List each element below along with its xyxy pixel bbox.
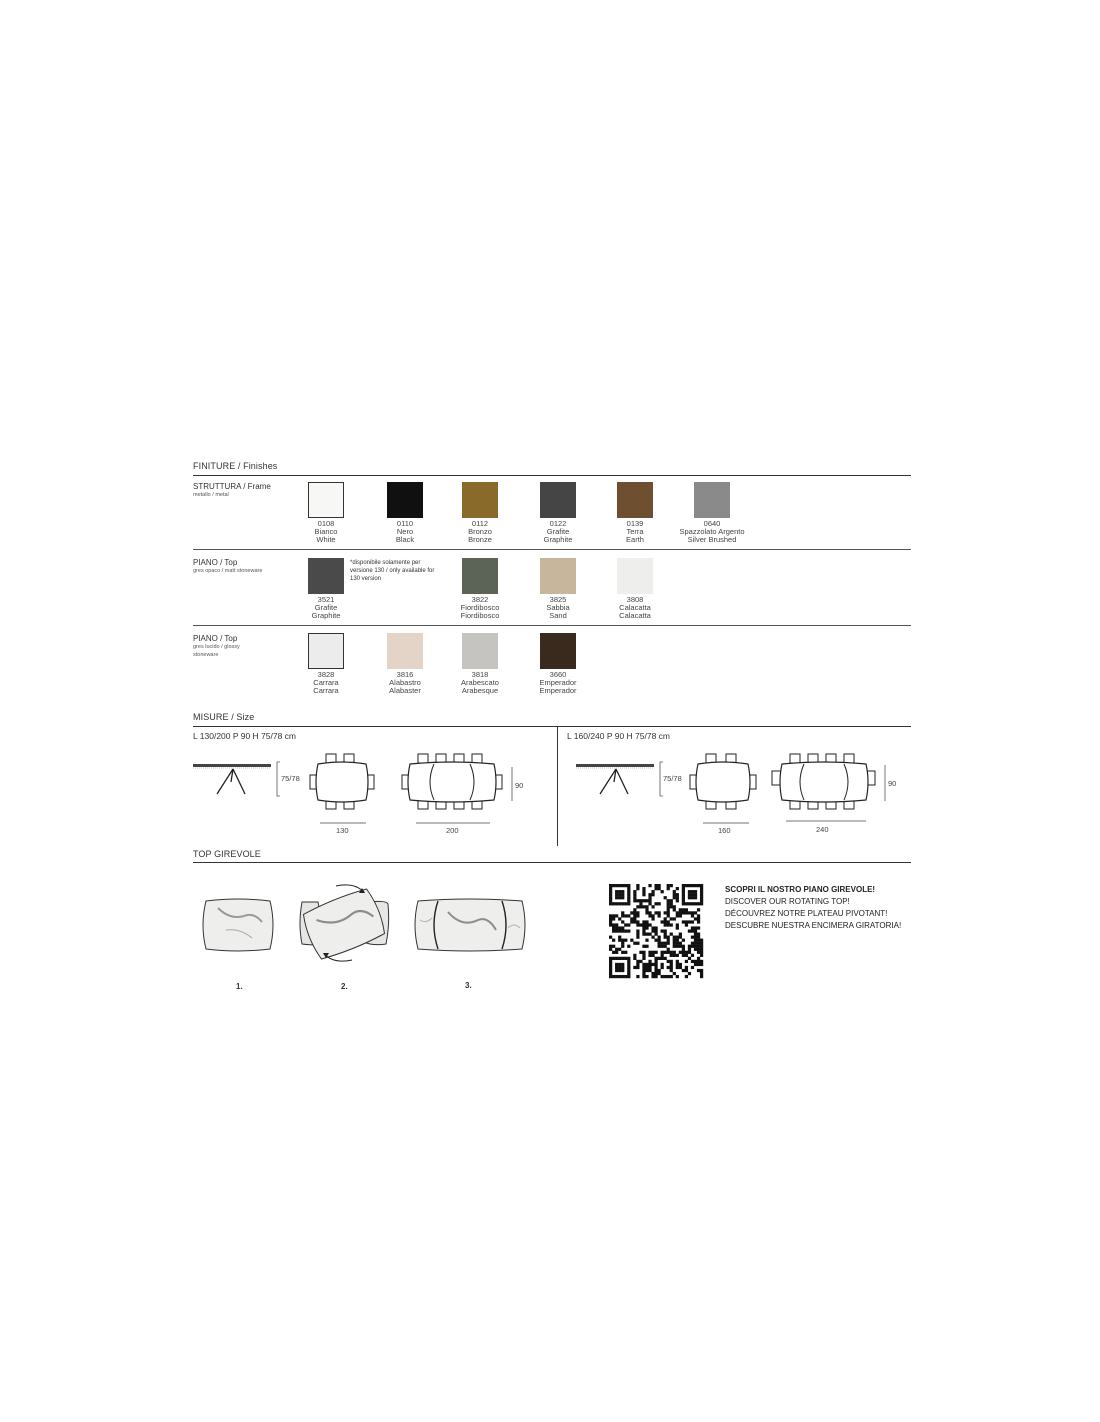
swatch-caption-0108 (281, 520, 371, 544)
swatch-en: Earth (626, 535, 644, 544)
swatch-it: Nero (396, 527, 414, 536)
size-left-label: L 130/200 P 90 H 75/78 cm (193, 731, 297, 741)
swatch-en: Carrara (313, 686, 339, 695)
sizes-heading: MISURE / Size (193, 712, 255, 722)
swatch-0139 (617, 482, 653, 518)
swatch-en: Calacatta (619, 611, 651, 620)
swatch-it: Alabastro (389, 678, 421, 687)
size-right-label: L 160/240 P 90 H 75/78 cm (567, 731, 671, 741)
swatch-0110 (387, 482, 423, 518)
swatch-code: 3521 (317, 595, 335, 604)
frame-group-title: STRUTTURA / Frame (193, 482, 271, 491)
rotating-step-1-label: 1. (236, 982, 243, 991)
sizes-vertical-divider (557, 727, 558, 846)
swatch-it: Bianco (314, 527, 338, 536)
swatch-0112 (462, 482, 498, 518)
frame-divider (193, 549, 911, 550)
rotating-heading: TOP GIREVOLE (193, 849, 261, 859)
swatch-caption-3808 (590, 596, 680, 620)
swatch-it: Spazzolato Argento (679, 527, 745, 536)
promo-line-fr: DÉCOUVREZ NOTRE PLATEAU PIVOTANT! (725, 909, 888, 918)
table-open-left (400, 754, 504, 810)
frame-group-subtitle: metallo / metal (193, 492, 229, 498)
table-open-right (770, 754, 878, 810)
swatch-en: Emperador (539, 686, 577, 695)
swatch-en: Arabesque (461, 686, 499, 695)
swatch-it: Bronzo (468, 527, 492, 536)
swatch-code: 3816 (396, 670, 414, 679)
swatch-it: Grafite (314, 603, 338, 612)
table-closed-left (308, 754, 376, 810)
swatch-3816 (387, 633, 423, 669)
swatch-code: 0640 (703, 519, 721, 528)
swatch-caption-3828 (281, 671, 371, 695)
swatch-caption-0112 (435, 520, 525, 544)
swatch-code: 3808 (626, 595, 644, 604)
swatch-3818 (462, 633, 498, 669)
promo-title: SCOPRI IL NOSTRO PIANO GIREVOLE! (725, 885, 876, 894)
swatch-3825 (540, 558, 576, 594)
swatch-3828 (308, 633, 344, 669)
rotating-step-1-drawing (200, 898, 276, 952)
width-line-open-left (416, 822, 490, 825)
finishes-rule (193, 475, 911, 476)
swatch-code: 3825 (549, 595, 567, 604)
promo-line-en: DISCOVER OUR ROTATING TOP! (725, 897, 850, 906)
depth-dim-left: 90 (515, 781, 524, 790)
swatch-en: Bronze (468, 535, 492, 544)
table-closed-right (688, 754, 758, 810)
side-view-right (576, 760, 666, 800)
swatch-0122 (540, 482, 576, 518)
top-matt-divider (193, 625, 911, 626)
swatch-caption-3521 (281, 596, 371, 620)
swatch-3521 (308, 558, 344, 594)
swatch-en: Graphite (311, 611, 341, 620)
swatch-code: 3818 (471, 670, 489, 679)
swatch-code: 0112 (471, 519, 489, 528)
swatch-it: Emperador (539, 678, 577, 687)
height-dim-right: 75/78 (663, 774, 682, 783)
swatch-0640 (694, 482, 730, 518)
qr-code[interactable] (609, 884, 703, 978)
swatch-it: Grafite (546, 527, 570, 536)
swatch-code: 0110 (396, 519, 414, 528)
width-line-closed-right (703, 822, 749, 825)
open-width-right: 240 (816, 825, 829, 834)
swatch-code: 0139 (626, 519, 644, 528)
promo-line-es: DESCUBRE NUESTRA ENCIMERA GIRATORIA! (725, 921, 902, 930)
depth-dim-right: 90 (888, 779, 897, 788)
top-matt-group-title: PIANO / Top (193, 558, 238, 567)
swatch-it: Terra (626, 527, 644, 536)
swatch-it: Arabescato (461, 678, 499, 687)
width-line-closed-left (320, 822, 366, 825)
width-line-open-right (786, 820, 866, 823)
top-glossy-group-subtitle: gres lucido / glossy stoneware (193, 644, 240, 658)
top-glossy-group-title: PIANO / Top (193, 634, 238, 643)
swatch-en: Fiordibosco (460, 611, 500, 620)
swatch-3660 (540, 633, 576, 669)
open-width-left: 200 (446, 826, 459, 835)
swatch-it: Calacatta (619, 603, 651, 612)
swatch-code: 3828 (317, 670, 335, 679)
swatch-caption-3660 (513, 671, 603, 695)
swatch-it: Fiordibosco (460, 603, 500, 612)
swatch-3822 (462, 558, 498, 594)
swatch-caption-0640 (667, 520, 757, 544)
swatch-it: Carrara (313, 678, 339, 687)
swatch-code: 3822 (471, 595, 489, 604)
height-dim-left: 75/78 (281, 774, 300, 783)
swatch-code: 0122 (549, 519, 567, 528)
swatch-3808 (617, 558, 653, 594)
top-matt-group-subtitle: gres opaco / matt stoneware (193, 568, 263, 574)
swatch-en: Alabaster (389, 686, 421, 695)
swatch-en: White (316, 535, 336, 544)
side-view-left (193, 760, 283, 800)
swatch-it: Sabbia (546, 603, 570, 612)
rotating-step-3-label: 3. (465, 981, 472, 990)
rotating-promo (725, 884, 915, 932)
finishes-heading: FINITURE / Finishes (193, 461, 278, 471)
rotating-rule (193, 862, 911, 863)
swatch-caption-3822 (435, 596, 525, 620)
rotating-step-2-label: 2. (341, 982, 348, 991)
swatch-0108 (308, 482, 344, 518)
closed-width-right: 160 (718, 826, 731, 835)
sizes-rule (193, 726, 911, 727)
swatch-code: 0108 (317, 519, 335, 528)
swatch-en: Black (395, 535, 415, 544)
rotating-step-3-drawing (412, 898, 528, 952)
swatch-caption-3818 (435, 671, 525, 695)
rotating-step-2-drawing (296, 880, 392, 966)
swatch-en: Silver Brushed (687, 535, 737, 544)
swatch-code: 3660 (549, 670, 567, 679)
swatch-en: Graphite (543, 535, 573, 544)
availability-note: *disponibile solamente per versione 130 / only available for 130 version (350, 560, 435, 582)
swatch-en: Sand (549, 611, 567, 620)
closed-width-left: 130 (336, 826, 349, 835)
